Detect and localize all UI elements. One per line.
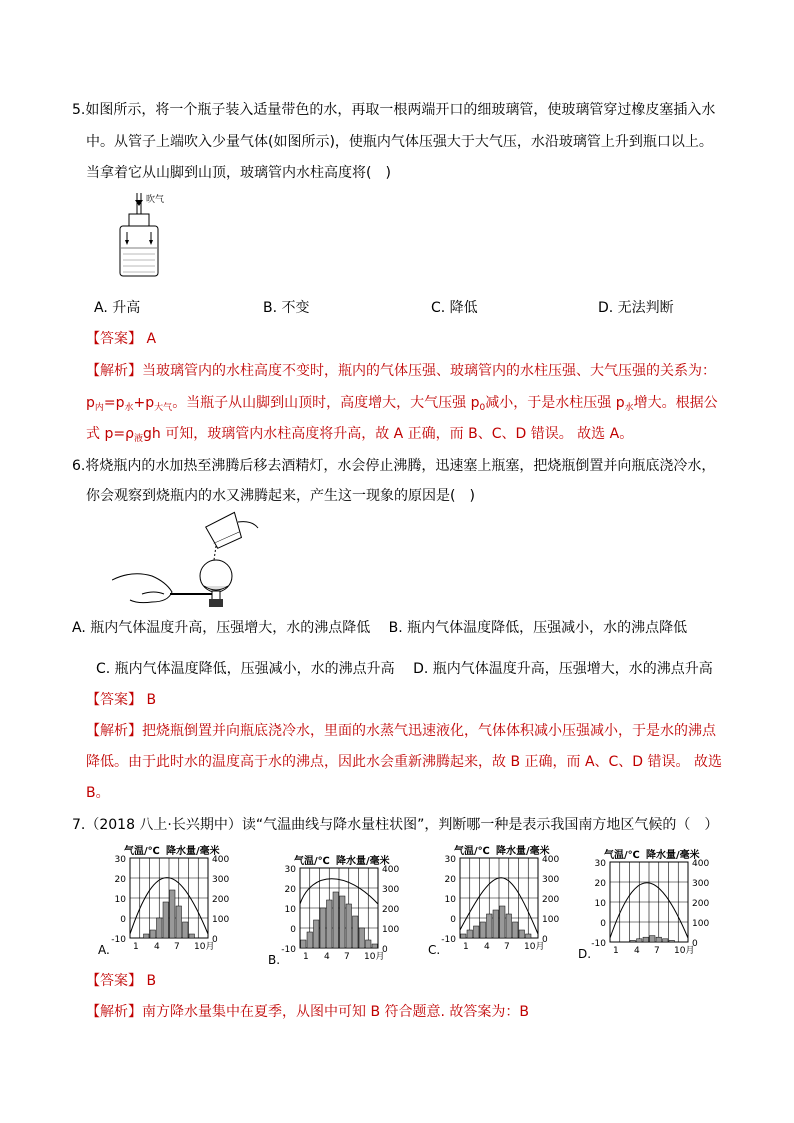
- q7-analysis-tag: 【解析】: [86, 1004, 142, 1020]
- precip-bar: [366, 940, 372, 948]
- q5-stem-line-2: 中。从管子上端吹入少量气体(如图所示)，使瓶内气体压强大于大气压，水沿玻璃管上升到瓶口以上。: [86, 134, 713, 150]
- left-tick-label: 20: [594, 879, 606, 889]
- q5-formula-sub-water: 水: [124, 403, 134, 413]
- precip-bar: [183, 922, 189, 938]
- blow-label: 吹气: [146, 195, 165, 205]
- chart-option-label: A.: [98, 943, 110, 957]
- q5-analysis-text-2c: 增大。根据公: [633, 395, 718, 411]
- precip-bar: [637, 939, 643, 942]
- right-tick-label: 0: [212, 935, 218, 945]
- left-tick-label: -10: [281, 945, 296, 955]
- precip-bar: [630, 940, 636, 942]
- right-tick-label: 300: [212, 875, 230, 885]
- rain-axis-title: 降水量/毫米: [496, 846, 550, 857]
- q5-analysis-line-1: [86, 361, 716, 381]
- q5-analysis-text-1: 当玻璃管内的水柱高度不变时，瓶内的气体压强、玻璃管内的水柱压强、大气压强的关系为：: [142, 363, 716, 379]
- right-tick-label: 100: [382, 925, 400, 935]
- month-tick-label: 10月: [194, 942, 215, 952]
- right-tick-label: 400: [692, 859, 710, 869]
- q5-formula-sub-in: 内: [94, 403, 104, 413]
- rain-axis-title: 降水量/毫米: [646, 850, 700, 861]
- precip-bar: [340, 896, 346, 948]
- precip-bar: [656, 937, 662, 942]
- precip-bar: [669, 940, 675, 942]
- q7-answer-value: B: [146, 973, 157, 989]
- q5-analysis-tag: 【解析】: [86, 363, 142, 379]
- q6-options-line-2: C. 瓶内气体温度降低，压强减小，水的沸点升高 D. 瓶内气体温度升高，压强增大，水的沸点升高: [96, 661, 713, 677]
- q5-formula-sub-water-2: 水: [624, 403, 634, 413]
- precip-bar: [320, 908, 326, 948]
- month-tick-label: 1: [613, 946, 619, 956]
- month-tick-label: 1: [303, 952, 309, 962]
- q6-analysis-line-1: [86, 721, 716, 741]
- flask-cold-water-figure: [112, 510, 262, 610]
- left-tick-label: 30: [594, 859, 606, 869]
- precip-bar: [643, 937, 649, 942]
- precip-bar: [487, 914, 493, 938]
- climate-charts: [90, 838, 730, 968]
- right-tick-label: 200: [382, 905, 400, 915]
- precip-bar: [170, 890, 176, 938]
- left-tick-label: 30: [284, 865, 296, 875]
- precip-bar: [176, 906, 182, 938]
- q5-formula-sub-liquid: 液: [133, 434, 143, 444]
- left-tick-label: 30: [114, 855, 126, 865]
- precip-bar: [189, 934, 195, 938]
- left-tick-label: -10: [111, 935, 126, 945]
- left-tick-label: 30: [444, 855, 456, 865]
- precip-bar: [650, 936, 656, 942]
- left-tick-label: -10: [591, 939, 606, 949]
- right-tick-label: 400: [382, 865, 400, 875]
- q5-option-c: C. 降低: [431, 300, 478, 316]
- right-tick-label: 400: [542, 855, 560, 865]
- q5-analysis-text-2a: 。当瓶子从山脚到山顶时，高度增大，大气压强 p: [172, 395, 480, 411]
- q5-option-d: D. 无法判断: [598, 300, 674, 316]
- month-tick-label: 4: [634, 946, 640, 956]
- right-tick-label: 0: [692, 939, 698, 949]
- q5-answer: [86, 329, 156, 349]
- left-tick-label: 0: [450, 915, 456, 925]
- q7-analysis-line: [86, 1002, 529, 1022]
- precip-bar: [333, 892, 339, 948]
- chart-option-label: D.: [578, 947, 592, 961]
- month-tick-label: 7: [344, 952, 350, 962]
- q5-formula-sub-zero: 0: [479, 403, 486, 413]
- right-tick-label: 0: [382, 945, 388, 955]
- climate-chart-c: [428, 844, 559, 957]
- precip-bar: [493, 910, 499, 938]
- left-tick-label: 0: [120, 915, 126, 925]
- precip-bar: [150, 930, 156, 938]
- right-tick-label: 200: [692, 899, 710, 909]
- left-tick-label: 0: [290, 925, 296, 935]
- precip-bar: [327, 900, 333, 948]
- q6-options-line-1: A. 瓶内气体温度升高，压强增大，水的沸点降低 B. 瓶内气体温度降低，压强减小，水的沸点降低: [72, 620, 688, 636]
- left-tick-label: 10: [594, 899, 606, 909]
- temp-axis-title: 气温/℃: [124, 846, 160, 857]
- right-tick-label: 300: [382, 885, 400, 895]
- q6-analysis-text-1: 把烧瓶倒置并向瓶底浇冷水，里面的水蒸气迅速液化，气体体积减小压强减小，于是水的沸点: [142, 723, 716, 739]
- left-tick-label: 10: [284, 905, 296, 915]
- month-tick-label: 4: [154, 942, 160, 952]
- q5-formula-plus: +p: [133, 395, 155, 411]
- q6-answer: [86, 690, 156, 710]
- precip-bar: [359, 928, 365, 948]
- right-tick-label: 100: [692, 919, 710, 929]
- precip-bar: [353, 916, 359, 948]
- precip-bar: [144, 934, 150, 938]
- bottle-blowing-figure: [115, 190, 185, 285]
- climate-chart-d: [578, 848, 709, 961]
- right-tick-label: 100: [212, 915, 230, 925]
- right-tick-label: 100: [542, 915, 560, 925]
- month-tick-label: 4: [484, 942, 490, 952]
- precip-bar: [467, 930, 473, 938]
- month-tick-label: 7: [654, 946, 660, 956]
- left-tick-label: 10: [444, 895, 456, 905]
- precip-bar: [519, 930, 525, 938]
- q6-answer-tag: 【答案】: [86, 692, 142, 708]
- precip-bar: [474, 926, 480, 938]
- q5-option-b: B. 不变: [263, 300, 310, 316]
- q7-answer-tag: 【答案】: [86, 973, 142, 989]
- precip-bar: [157, 918, 163, 938]
- q6-stem-line-2: 你会观察到烧瓶内的水又沸腾起来，产生这一现象的原因是( ): [86, 488, 475, 504]
- chart-option-label: C.: [428, 943, 441, 957]
- rain-axis-title: 降水量/毫米: [166, 846, 220, 857]
- q5-analysis-line-3: [86, 424, 633, 449]
- precip-bar: [314, 920, 320, 948]
- month-tick-label: 10月: [364, 952, 385, 962]
- climate-chart-a: [98, 844, 229, 957]
- right-tick-label: 200: [212, 895, 230, 905]
- q5-analysis-text-3b: gh 可知，玻璃管内水柱高度将升高，故 A 正确，而 B、C、D 错误。 故选 A。: [142, 426, 634, 442]
- precip-bar: [480, 922, 486, 938]
- precip-bar: [526, 934, 532, 938]
- q6-analysis-line-2: 降低。由于此时水的温度高于水的沸点，因此水会重新沸腾起来，故 B 正确，而 A、C、D 错误。 故选: [86, 754, 722, 770]
- left-tick-label: 20: [444, 875, 456, 885]
- q7-analysis-text: 南方降水量集中在夏季，从图中可知 B 符合题意. 故答案为：B: [142, 1004, 530, 1020]
- precip-bar: [163, 902, 169, 938]
- precip-bar: [307, 932, 313, 948]
- month-tick-label: 1: [133, 942, 139, 952]
- month-tick-label: 7: [504, 942, 510, 952]
- climate-chart-b: [268, 854, 399, 967]
- month-tick-label: 1: [463, 942, 469, 952]
- precip-bar: [663, 939, 669, 942]
- month-tick-label: 4: [324, 952, 330, 962]
- temp-axis-title: 气温/℃: [604, 850, 640, 861]
- chart-option-label: B.: [268, 953, 281, 967]
- precip-bar: [301, 940, 307, 948]
- right-tick-label: 300: [692, 879, 710, 889]
- right-tick-label: 400: [212, 855, 230, 865]
- q5-formula-sub-air: 大气: [154, 403, 173, 413]
- q5-stem-line-3: 当拿着它从山脚到山顶，玻璃管内水柱高度将( ): [86, 165, 391, 181]
- q7-answer: [86, 971, 156, 991]
- q6-analysis-tag: 【解析】: [86, 723, 142, 739]
- q6-answer-value: B: [146, 692, 157, 708]
- precip-bar: [461, 934, 467, 938]
- q5-analysis-text-2b: 减小，于是水柱压强 p: [485, 395, 625, 411]
- temp-axis-title: 气温/℃: [294, 856, 330, 867]
- left-tick-label: 0: [600, 919, 606, 929]
- month-tick-label: 10月: [674, 946, 695, 956]
- q6-stem-line-1: 6.将烧瓶内的水加热至沸腾后移去酒精灯，水会停止沸腾，迅速塞上瓶塞，把烧瓶倒置并向瓶底浇冷水，: [72, 458, 716, 474]
- left-tick-label: 20: [114, 875, 126, 885]
- month-tick-label: 7: [174, 942, 180, 952]
- q5-formula-p: p: [86, 395, 95, 411]
- q5-stem-line-1: 5.如图所示，将一个瓶子装入适量带色的水，再取一根两端开口的细玻璃管，使玻璃管穿过橡皮塞插入水: [72, 102, 716, 118]
- q5-analysis-line-2: [86, 393, 718, 418]
- precip-bar: [506, 914, 512, 938]
- precip-bar: [500, 906, 506, 938]
- left-tick-label: 20: [284, 885, 296, 895]
- right-tick-label: 200: [542, 895, 560, 905]
- right-tick-label: 300: [542, 875, 560, 885]
- q5-formula-eq: =p: [103, 395, 125, 411]
- q5-answer-value: A: [146, 331, 157, 347]
- left-tick-label: 10: [114, 895, 126, 905]
- month-tick-label: 10月: [524, 942, 545, 952]
- q5-analysis-text-3a: 式 p=ρ: [86, 426, 134, 442]
- temp-axis-title: 气温/℃: [454, 846, 490, 857]
- precip-bar: [346, 904, 352, 948]
- right-tick-label: 0: [542, 935, 548, 945]
- rain-axis-title: 降水量/毫米: [336, 856, 390, 867]
- left-tick-label: -10: [441, 935, 456, 945]
- q7-stem: 7.（2018 八上·长兴期中）读“气温曲线与降水量柱状图”，判断哪一种是表示我国南方地区气候的（ ）: [72, 817, 719, 833]
- precip-bar: [513, 922, 519, 938]
- q5-option-a: A. 升高: [94, 300, 141, 316]
- precip-bar: [372, 944, 378, 948]
- q6-analysis-line-3: B。: [86, 785, 110, 801]
- q5-answer-tag: 【答案】: [86, 331, 142, 347]
